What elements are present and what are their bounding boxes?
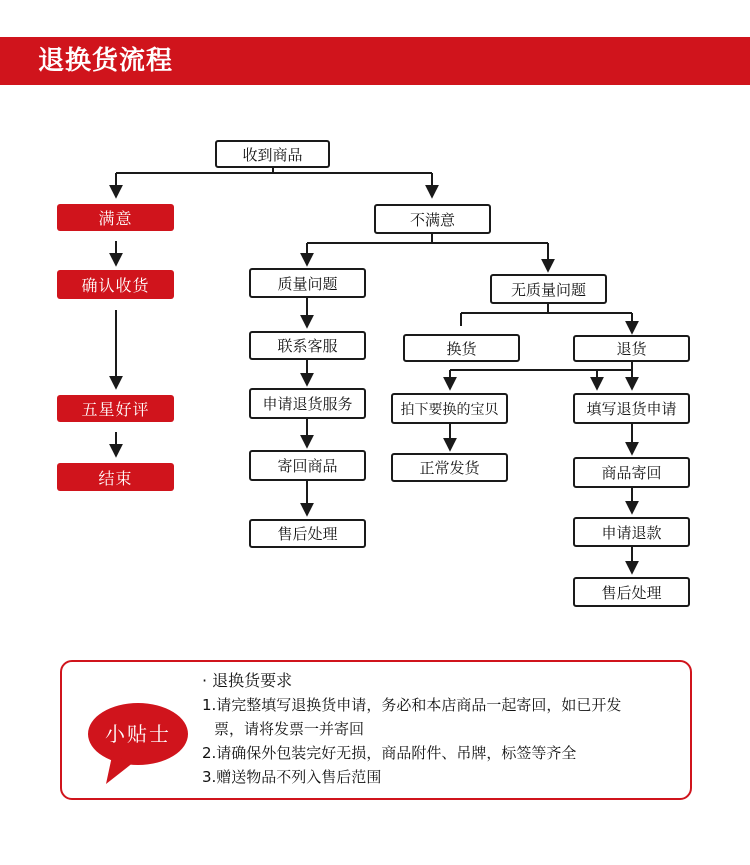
node-exchange: 换货 [403, 334, 520, 362]
node-received: 收到商品 [215, 140, 330, 168]
node-after-sale-2: 售后处理 [573, 577, 690, 607]
tips-badge-label: 小贴士 [105, 722, 171, 746]
page-title: 退换货流程 [38, 46, 174, 76]
tips-badge [82, 700, 194, 790]
node-order-exchange-item: 拍下要换的宝贝 [391, 393, 508, 424]
node-apply-refund: 申请退款 [573, 517, 690, 547]
connector-return-split [450, 362, 632, 370]
node-apply-return-service: 申请退货服务 [249, 388, 366, 419]
node-fill-return-app: 填写退货申请 [573, 393, 690, 424]
tip-line-1b: 票，请将发票一并寄回 [214, 720, 365, 738]
connector-noquality-split [461, 304, 632, 313]
node-unsatisfied: 不满意 [374, 204, 491, 234]
node-quality-issue: 质量问题 [249, 268, 366, 298]
node-satisfied: 满意 [57, 204, 174, 231]
tip-line-1a: 1.请完整填写退换货申请，务必和本店商品一起寄回，如已开发 [202, 696, 622, 714]
tip-line-2: 2.请确保外包装完好无损，商品附件、吊牌，标签等齐全 [202, 744, 577, 762]
node-confirm-receipt: 确认收货 [57, 270, 174, 299]
tips-title: · 退换货要求 [202, 671, 293, 690]
node-end: 结束 [57, 463, 174, 491]
node-contact-cs: 联系客服 [249, 331, 366, 360]
node-return: 退货 [573, 335, 690, 362]
connector-unsatisfied-split [307, 234, 548, 243]
tip-line-3: 3.赠送物品不列入售后范围 [202, 768, 382, 786]
node-normal-ship: 正常发货 [391, 453, 508, 482]
connector-received-split [116, 168, 432, 173]
node-goods-send-back: 商品寄回 [573, 457, 690, 488]
node-after-sale-1: 售后处理 [249, 519, 366, 548]
tips-panel [60, 660, 692, 800]
node-no-quality-issue: 无质量问题 [490, 274, 607, 304]
node-five-star: 五星好评 [57, 395, 174, 422]
node-send-back: 寄回商品 [249, 450, 366, 481]
